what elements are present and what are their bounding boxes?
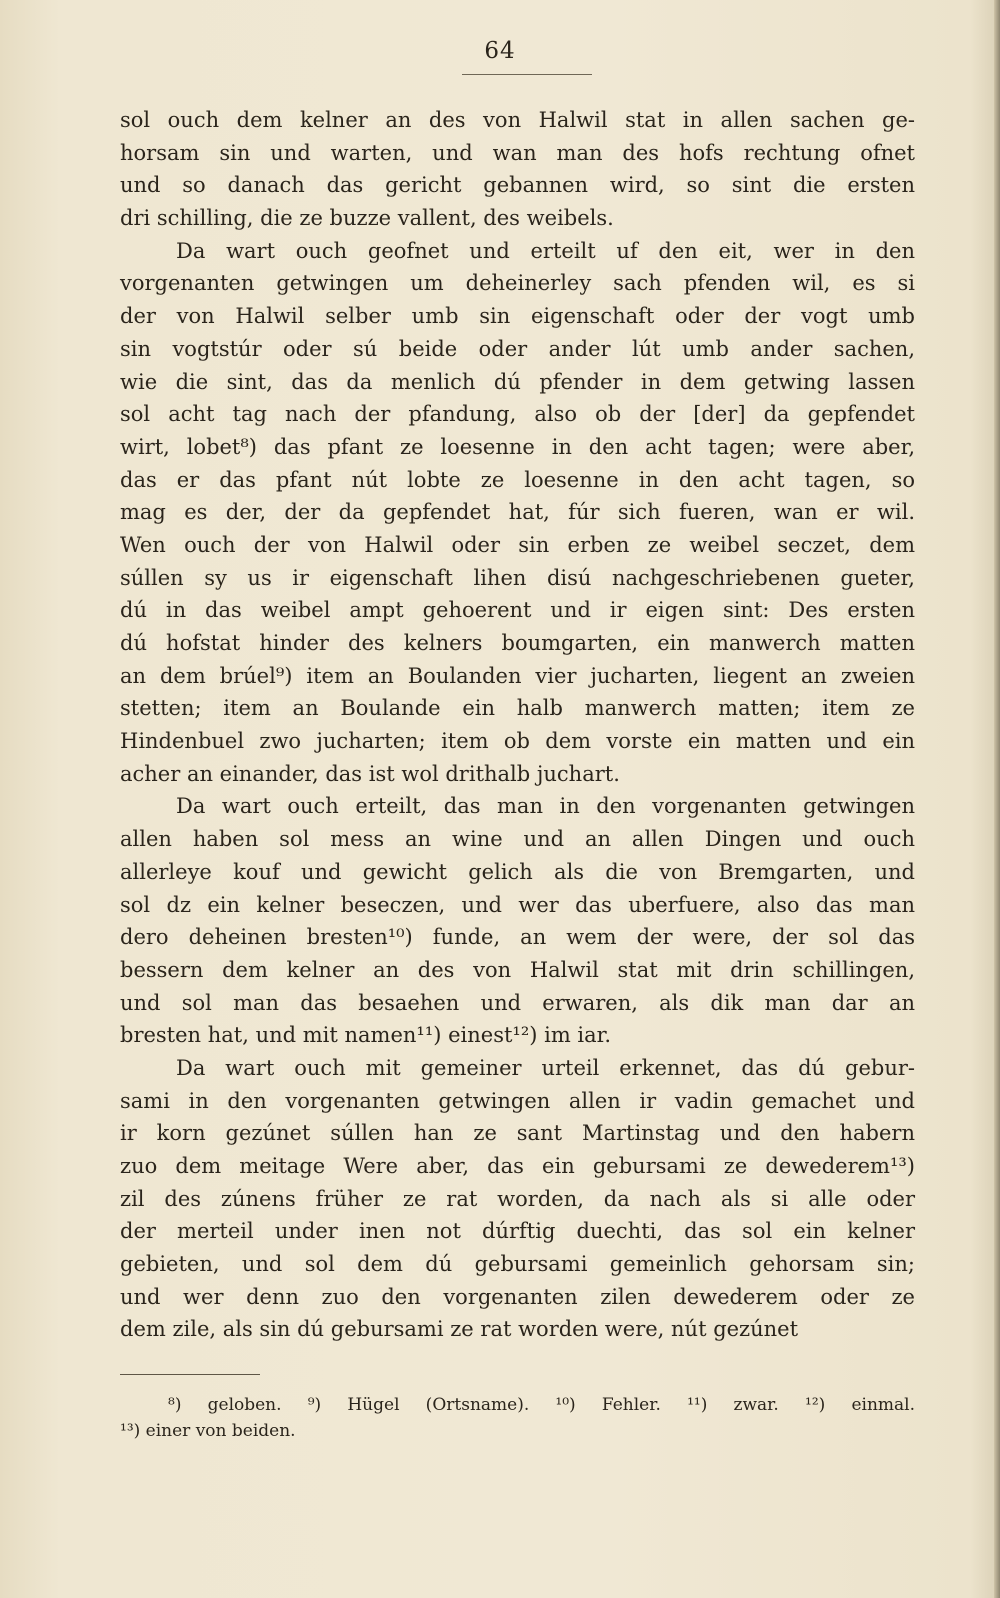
text-line: der merteil under inen not dúrftig duechti, das sol ein kelner [120,1219,915,1244]
text-line: stetten; item an Boulande ein halb manwerch matten; item ze [120,696,915,721]
paragraph [120,790,915,1052]
paragraph [120,104,915,235]
text-line: bresten hat, und mit namen¹¹) einest¹²) im iar. [120,1023,612,1048]
text-line: zil des zúnens früher ze rat worden, da nach als si alle oder [120,1186,915,1211]
footnote-line: ⁸) geloben. ⁹) Hügel (Ortsname). ¹⁰) Fehler. ¹¹) zwar. ¹²) einmal. [168,1395,915,1415]
footnote-rule [120,1374,260,1375]
text-line: acher an einander, das ist wol drithalb juchart. [120,761,620,786]
text-line: vorgenanten getwingen um deheinerley sach pfenden wil, es si [120,271,915,296]
text-line: Da wart ouch erteilt, das man in den vorgenanten getwingen [176,794,915,819]
text-line: das er das pfant nút lobte ze loesenne in den acht tagen, so [120,467,915,492]
text-line: sol ouch dem kelner an des von Halwil stat in allen sachen ge- [120,108,915,132]
footnotes [120,1392,915,1444]
text-line: sin vogtstúr oder sú beide oder ander lút umb ander sachen, [120,336,915,361]
text-line: sami in den vorgenanten getwingen allen ir vadin gemachet und [120,1088,915,1113]
text-line: und wer denn zuo den vorgenanten zilen dewederem oder ze [120,1284,915,1309]
text-line: sol acht tag nach der pfandung, also ob der [der] da gepfendet [120,402,915,427]
text-line: allerleye kouf und gewicht gelich als die von Bremgarten, und [120,859,915,884]
text-line: Wen ouch der von Halwil oder sin erben ze weibel seczet, dem [120,532,915,557]
text-line: zuo dem meitage Were aber, das ein gebursami ze dewederem¹³) [120,1154,915,1178]
text-line: und sol man das besaehen und erwaren, als dik man dar an [120,990,915,1015]
text-line: Da wart ouch mit gemeiner urteil erkennet, das dú gebur- [176,1055,915,1080]
text-line: dú hofstat hinder des kelners boumgarten, ein manwerch matten [120,631,915,655]
paragraph [120,1052,915,1346]
page-edge [994,0,1000,1598]
paragraph [120,235,915,791]
body-text [120,104,915,1346]
page-number: 64 [484,38,516,64]
text-line: allen haben sol mess an wine und an allen Dingen und ouch [120,827,915,852]
text-line: Hindenbuel zwo jucharten; item ob dem vorste ein matten und ein [120,729,915,754]
text-line: sol dz ein kelner beseczen, und wer das uberfuere, also das man [120,892,915,917]
text-line: dem zile, als sin dú gebursami ze rat worden were, nút gezúnet [120,1317,799,1342]
text-line: und so danach das gericht gebannen wird, so sint die ersten [120,173,915,198]
footnote-line: ¹³) einer von beiden. [120,1421,296,1441]
text-line: súllen sy us ir eigenschaft lihen disú nachgeschriebenen gueter, [120,565,915,590]
text-line: ir korn gezúnet súllen han ze sant Martinstag und den habern [120,1121,915,1146]
text-line: wie die sint, das da menlich dú pfender in dem getwing lassen [120,369,915,394]
text-line: mag es der, der da gepfendet hat, fúr sich fueren, wan er wil. [120,500,915,525]
text-line: bessern dem kelner an des von Halwil stat mit drin schillingen, [120,957,915,982]
text-line: wirt, lobet⁸) das pfant ze loesenne in den acht tagen; were aber, [120,434,915,459]
header-rule [462,74,592,75]
text-line: dero deheinen bresten¹⁰) funde, an wem der were, der sol das [120,925,915,950]
text-line: gebieten, und sol dem dú gebursami gemeinlich gehorsam sin; [120,1252,915,1277]
text-line: an dem brúel⁹) item an Boulanden vier jucharten, liegent an zweien [120,663,915,688]
text-line: horsam sin und warten, und wan man des hofs rechtung ofnet [120,140,915,165]
text-line: dri schilling, die ze buzze vallent, des weibels. [120,206,614,231]
text-line: der von Halwil selber umb sin eigenschaft oder der vogt umb [120,304,915,329]
text-line: Da wart ouch geofnet und erteilt uf den eit, wer in den [176,238,915,263]
text-line: dú in das weibel ampt gehoerent und ir eigen sint: Des ersten [120,598,915,623]
